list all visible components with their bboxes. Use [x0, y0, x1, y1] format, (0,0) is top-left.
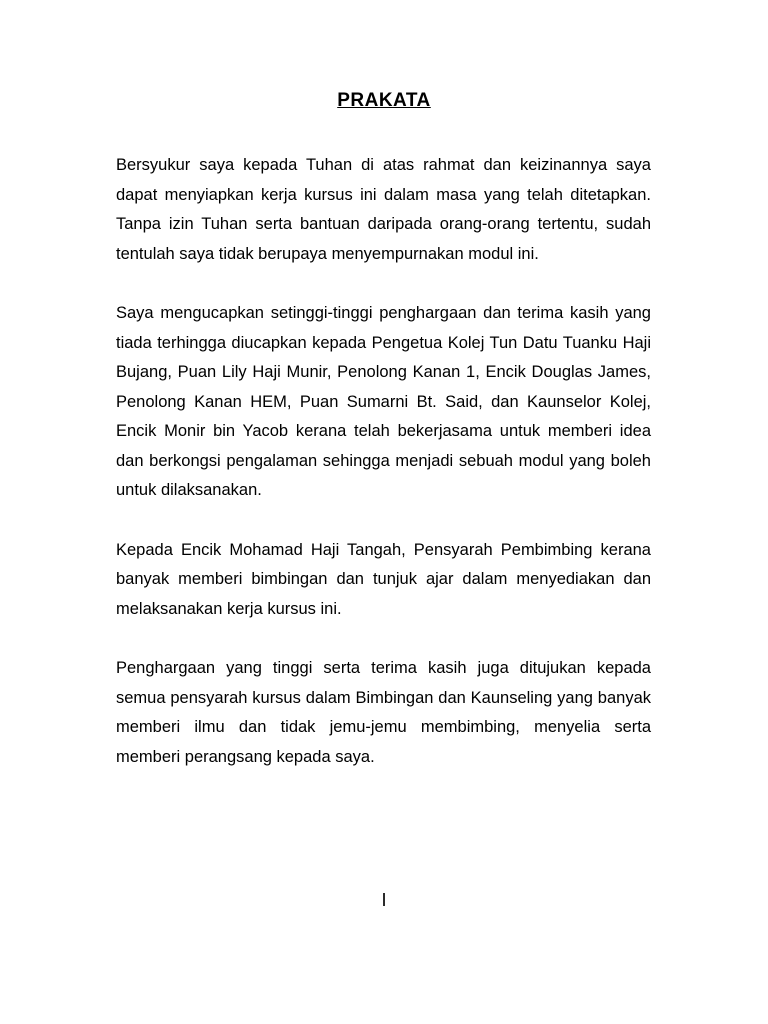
paragraph-1: Bersyukur saya kepada Tuhan di atas rahmat dan keizinannya saya dapat menyiapkan kerja kursus ini dalam masa yang telah ditetapkan. Tanpa izin Tuhan serta bantuan daripada orang-orang tertentu, sudah tentulah saya tidak berupaya menyempurnakan modul ini.: [116, 156, 651, 263]
document-body: [116, 151, 651, 802]
page-number: I: [381, 890, 387, 910]
paragraph-3: Kepada Encik Mohamad Haji Tangah, Pensyarah Pembimbing kerana banyak memberi bimbingan dan tunjuk ajar dalam menyediakan dan melaksanakan kerja kursus ini.: [116, 540, 651, 618]
paragraph-2: Saya mengucapkan setinggi-tinggi penghargaan dan terima kasih yang tiada terhingga diucapkan kepada Pengetua Kolej Tun Datu Tuanku Haji Bujang, Puan Lily Haji Munir, Penolong Kanan 1, Encik Douglas James, Penolong Kanan HEM, Puan Sumarni Bt. Said, dan Kaunselor Kolej, Encik Monir bin Yacob kerana telah bekerjasama untuk memberi idea dan berkongsi pengalaman sehingga menjadi sebuah modul yang boleh untuk dilaksanakan.: [116, 304, 651, 499]
paragraph-4: Penghargaan yang tinggi serta terima kasih juga ditujukan kepada semua pensyarah kursus dalam Bimbingan dan Kaunseling yang banyak memberi ilmu dan tidak jemu-jemu membimbing, menyelia serta memberi perangsang kepada saya.: [116, 659, 651, 766]
page-title: PRAKATA: [337, 90, 431, 111]
